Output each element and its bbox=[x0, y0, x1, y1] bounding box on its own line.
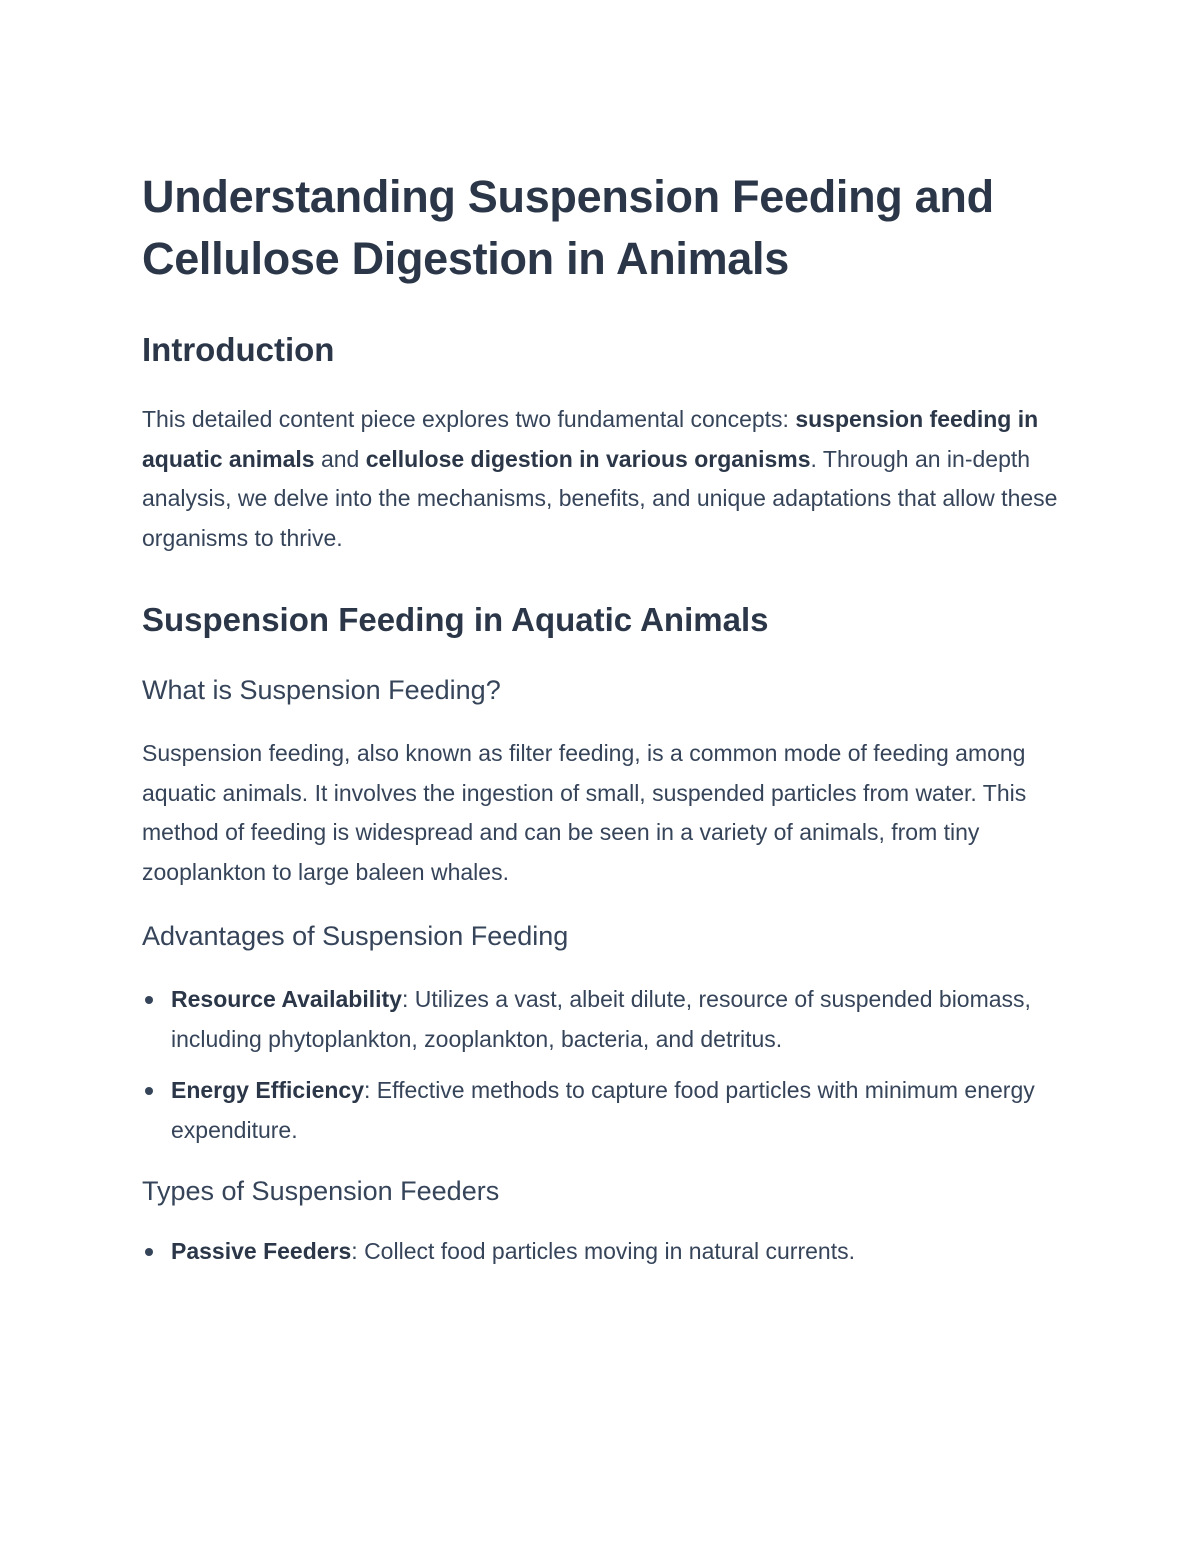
list-item bbox=[142, 1071, 1062, 1150]
advantages-heading: Advantages of Suspension Feeding bbox=[142, 921, 569, 951]
document-page bbox=[142, 166, 1062, 1284]
introduction-text-1: This detailed content piece explores two fundamental concepts: bbox=[142, 406, 796, 432]
types-heading: Types of Suspension Feeders bbox=[142, 1176, 500, 1206]
document-title: Understanding Suspension Feeding and Cellulose Digestion in Animals bbox=[142, 171, 994, 284]
what-is-paragraph: Suspension feeding, also known as filter feeding, is a common mode of feeding among aquatic animals. It involves the ingestion of small, suspended particles from water. This method of feeding is widespread and can be seen in a variety of animals, from tiny zooplankton to large baleen whales. bbox=[142, 740, 1027, 885]
list-item-text: : Effective methods to capture food particles with minimum energy expenditure. bbox=[171, 1077, 1035, 1143]
bullet-icon bbox=[145, 996, 153, 1004]
list-item-text: : Utilizes a vast, albeit dilute, resource of suspended biomass, including phytoplankton, zooplankton, bacteria, and detritus. bbox=[171, 986, 1031, 1052]
list-item bbox=[142, 1232, 1062, 1272]
types-list bbox=[142, 1232, 1062, 1272]
what-is-heading: What is Suspension Feeding? bbox=[142, 675, 501, 705]
list-item-term: Passive Feeders bbox=[171, 1238, 352, 1264]
introduction-text-2: and bbox=[314, 445, 366, 472]
introduction-bold-1: suspension feeding in aquatic animals bbox=[142, 406, 1039, 472]
introduction-bold-2: cellulose digestion in various organisms bbox=[365, 445, 811, 472]
list-item bbox=[142, 980, 1062, 1059]
bullet-icon bbox=[145, 1087, 153, 1095]
list-item-term: Resource Availability bbox=[171, 986, 402, 1012]
list-item-term: Energy Efficiency bbox=[171, 1077, 365, 1103]
bullet-icon bbox=[145, 1248, 153, 1256]
introduction-heading: Introduction bbox=[142, 331, 335, 368]
introduction-text-3: . Through an in-depth analysis, we delve into the mechanisms, benefits, and unique adaptations that allow these organisms to thrive. bbox=[142, 445, 1058, 551]
advantages-list bbox=[142, 980, 1062, 1150]
introduction-paragraph bbox=[142, 400, 1062, 558]
list-item-text: : Collect food particles moving in natural currents. bbox=[351, 1238, 855, 1264]
suspension-feeding-heading: Suspension Feeding in Aquatic Animals bbox=[142, 601, 769, 638]
